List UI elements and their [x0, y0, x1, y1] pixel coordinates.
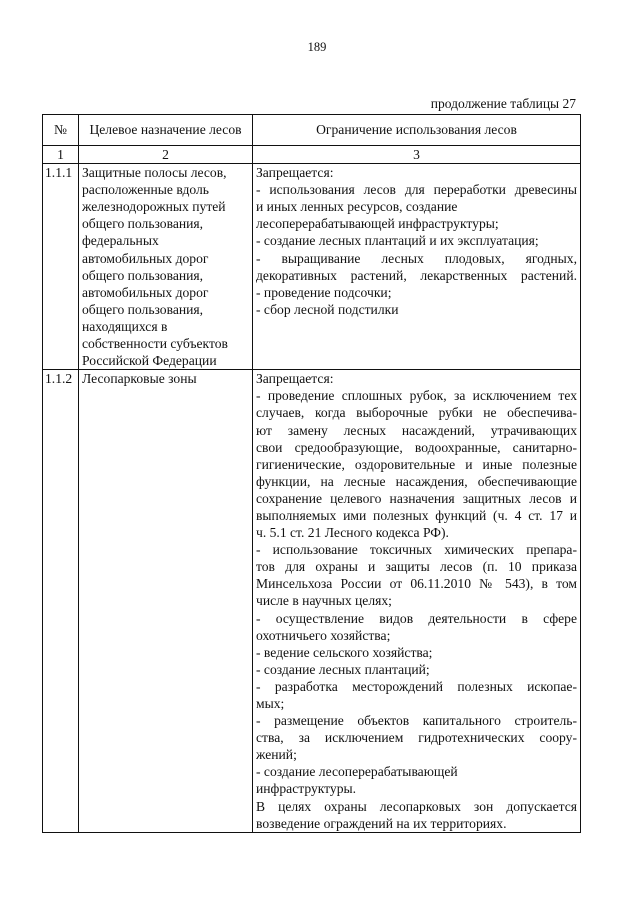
- text-line: возведение ограждений на их территориях.: [256, 815, 507, 831]
- text-line: ют замену лесных насаждений, утрачивающих: [256, 422, 577, 438]
- header-restriction: Ограничение использования лесов: [253, 115, 581, 146]
- text-line: - проведение подсочки;: [256, 284, 392, 300]
- restriction-cell: [253, 370, 581, 833]
- text-line: - проведение сплошных рубок, за исключением тех: [256, 388, 577, 404]
- header-purpose: Целевое назначение лесов: [79, 115, 253, 146]
- text-line: инфраструктуры.: [256, 781, 357, 797]
- text-line: - использования лесов для переработки древесины: [256, 182, 577, 198]
- column-number-1: 1: [43, 146, 79, 164]
- text-line: Российской Федерации: [82, 353, 217, 369]
- text-line: сохранение целевого назначения защитных лесов и: [256, 490, 577, 506]
- column-number-2: 2: [79, 146, 253, 164]
- row-number: 1.1.1: [43, 164, 79, 370]
- text-line: тов для охраны и защиты лесов (п. 10 приказа: [256, 559, 577, 575]
- text-line: ства, за исключением гидротехнических соору-: [256, 730, 577, 746]
- text-line: Запрещается:: [256, 371, 334, 387]
- text-line: - создание лесоперерабатывающей: [256, 764, 458, 780]
- text-line: лесоперерабатывающей инфраструктуры;: [256, 216, 499, 232]
- text-line: декоративных растений, лекарственных растений.: [256, 267, 577, 283]
- column-number-3: 3: [253, 146, 581, 164]
- text-line: - сбор лесной подстилки: [256, 301, 399, 317]
- text-line: Минсельхоза России от 06.11.2010 № 543), в том: [256, 576, 577, 592]
- row-number: 1.1.2: [43, 370, 79, 833]
- header-number: №: [43, 115, 79, 146]
- text-line: автомобильных дорог: [82, 284, 209, 300]
- text-line: свои средообразующие, водоохранные, санитарно-: [256, 439, 577, 455]
- text-line: - создание лесных плантаций и их эксплуатация;: [256, 233, 539, 249]
- text-line: В целях охраны лесопарковых зон допускается: [256, 798, 577, 814]
- purpose-cell: [79, 370, 253, 833]
- text-line: случаев, когда выборочные рубки не обеспечива-: [256, 405, 577, 421]
- text-line: общего пользования,: [82, 216, 204, 232]
- text-line: - использование токсичных химических препара-: [256, 542, 577, 558]
- text-line: - разработка месторождений полезных ископае-: [256, 678, 577, 694]
- text-line: ч. 5.1 ст. 21 Лесного кодекса РФ).: [256, 525, 449, 541]
- column-number-row: [43, 146, 581, 164]
- text-line: мых;: [256, 696, 285, 711]
- text-line: Лесопарковые зоны: [82, 371, 197, 387]
- restrictions-table: [42, 114, 581, 833]
- text-line: - размещение объектов капитального строитель-: [256, 713, 577, 729]
- text-line: собственности субъектов: [82, 336, 228, 352]
- text-line: - создание лесных плантаций;: [256, 661, 430, 677]
- text-line: - ведение сельского хозяйства;: [256, 644, 433, 660]
- purpose-cell: [79, 164, 253, 370]
- page-number: 189: [307, 40, 327, 54]
- table-row: [43, 164, 581, 370]
- text-line: расположенные вдоль: [82, 182, 209, 198]
- restriction-cell: [253, 164, 581, 370]
- text-line: выполняемых ими полезных функций (ч. 4 ст. 17 и: [256, 507, 577, 523]
- text-line: находящихся в: [82, 318, 168, 334]
- text-line: и иных ленных ресурсов, создание: [256, 199, 458, 215]
- text-line: - осуществление видов деятельности в сфере: [256, 610, 577, 626]
- text-line: - выращивание лесных плодовых, ягодных,: [256, 250, 577, 266]
- text-line: жений;: [256, 747, 297, 763]
- text-line: железнодорожных путей: [82, 199, 226, 215]
- text-line: автомобильных дорог: [82, 250, 209, 266]
- text-line: федеральных: [82, 233, 159, 249]
- table-row: [43, 370, 581, 833]
- text-line: общего пользования,: [82, 301, 204, 317]
- text-line: гигиенические, оздоровительные и иные полезные: [256, 456, 577, 472]
- text-line: числе в научных целях;: [256, 593, 392, 609]
- text-line: охотничьего хозяйства;: [256, 627, 391, 643]
- text-line: общего пользования,: [82, 267, 204, 283]
- text-line: Запрещается:: [256, 165, 334, 181]
- table-header-row: [43, 115, 581, 146]
- text-line: Защитные полосы лесов,: [82, 165, 227, 181]
- text-line: функции, на лесные насаждения, обеспечивающие: [256, 473, 577, 489]
- table-caption: продолжение таблицы 27: [430, 96, 576, 111]
